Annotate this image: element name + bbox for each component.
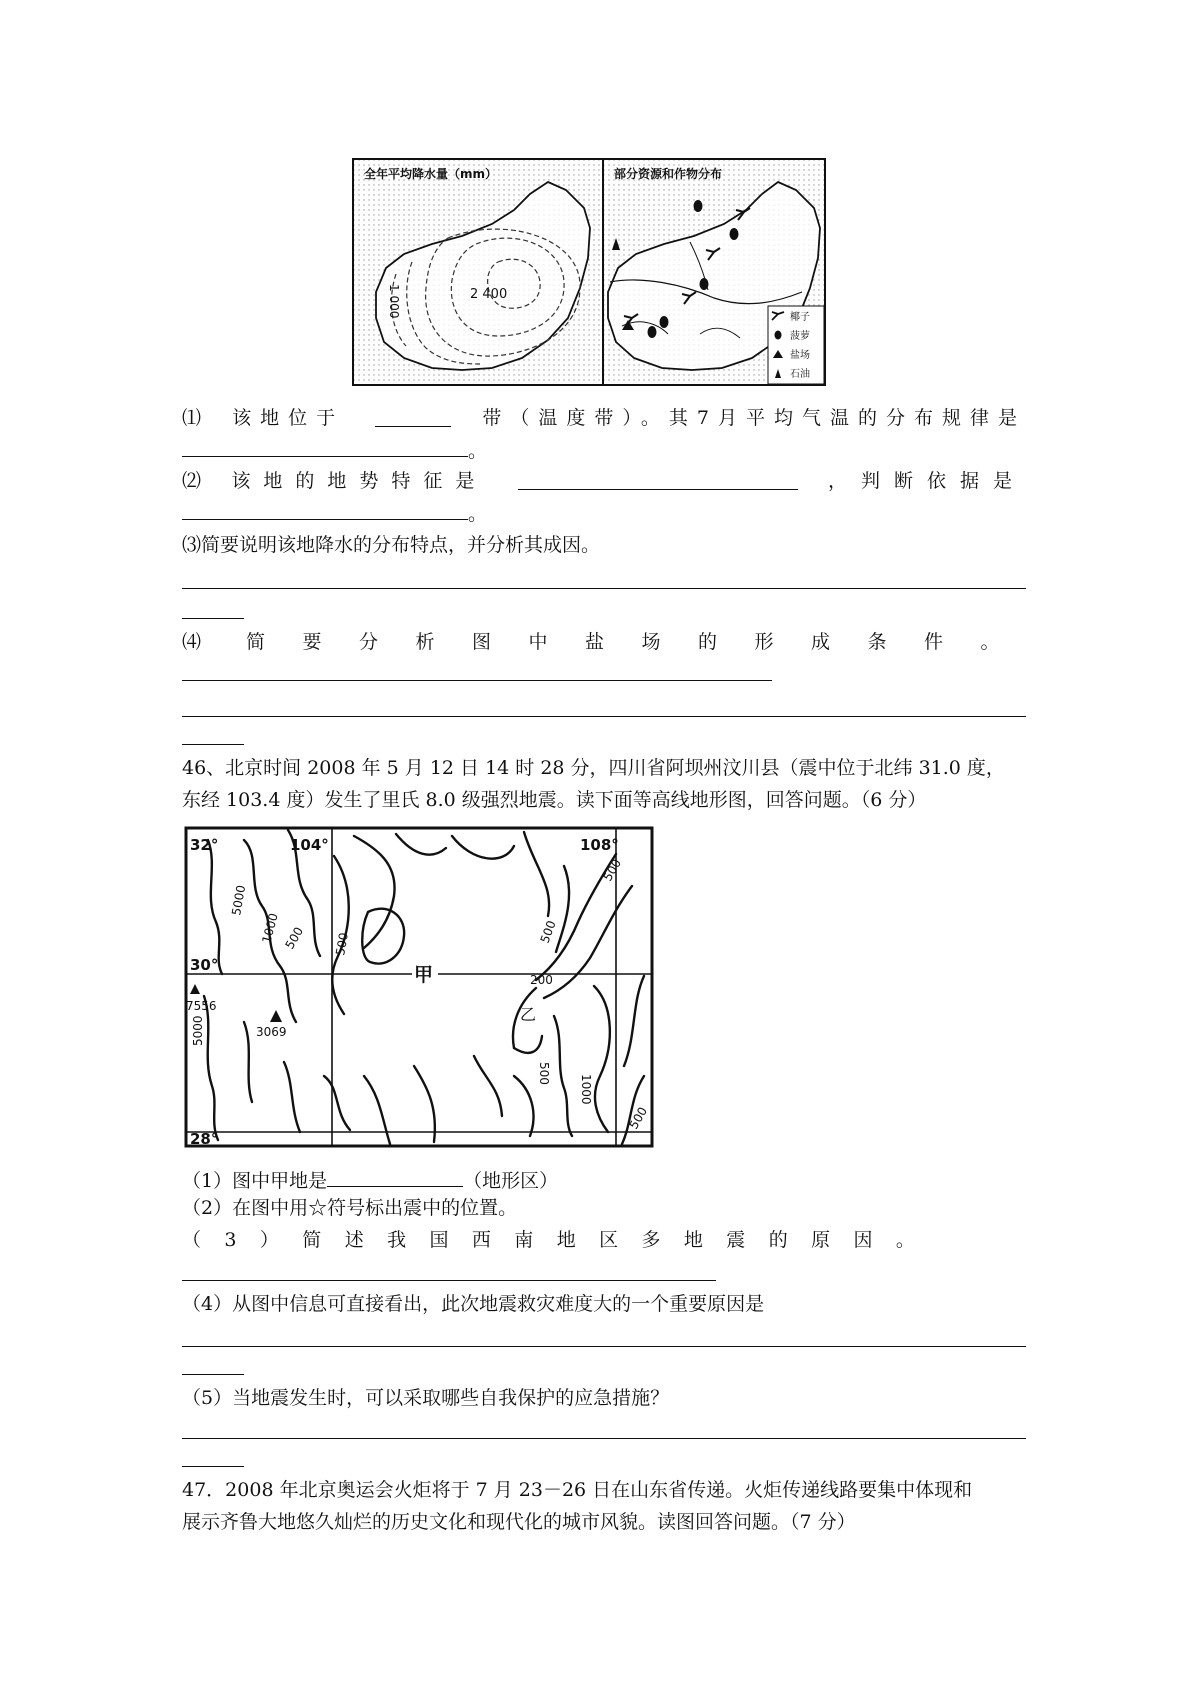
- q45-part2-line2: [182, 497, 1026, 528]
- answer-line[interactable]: [182, 618, 244, 619]
- sichuan-contour-map: [184, 826, 654, 1148]
- lat-label-30: 30°: [190, 956, 219, 974]
- answer-line[interactable]: [182, 716, 1026, 717]
- contour-label: 500: [626, 1104, 651, 1132]
- pineapple-icon: [730, 228, 739, 240]
- contour-label: 1000: [579, 1074, 593, 1105]
- q45-p2-text-b: ，判断依据是: [827, 470, 1026, 492]
- q45-p1-text-b: 带（温度带）。其7月平均气温的分布规律是: [482, 407, 1026, 429]
- q47-line1: 47．2008 年北京奥运会火炬将于 7 月 23－26 日在山东省传递。火炬传递线路要集中体现和: [182, 1479, 973, 1501]
- hainan-map-figure: [352, 158, 826, 386]
- place-label-yi: 乙: [520, 1005, 537, 1024]
- contour-label: 500: [282, 924, 307, 952]
- q45-p2-blank-2[interactable]: [182, 497, 468, 520]
- q45-part1-line: [182, 404, 1026, 432]
- q45-p1-num: ⑴: [182, 407, 202, 429]
- answer-line[interactable]: [182, 588, 1026, 589]
- q45-p1-text-a: 该地位于: [232, 407, 345, 429]
- q45-part2-line: [182, 467, 1026, 495]
- q46-intro-line1: 46、北京时间 2008 年 5 月 12 日 14 时 28 分，四川省阿坝州汶川县（震中位于北纬 31.0 度，: [182, 757, 1005, 779]
- answer-line[interactable]: [182, 744, 244, 745]
- q45-p2-num: ⑵: [182, 470, 202, 492]
- q45-part1-line2: [182, 434, 1026, 465]
- rainfall-label-1000: 1 000: [387, 284, 401, 319]
- legend-label: 菠萝: [790, 331, 810, 342]
- q46-part1-line: [182, 1164, 1026, 1195]
- legend-label: 椰子: [790, 312, 810, 323]
- q46-p1-blank[interactable]: [327, 1164, 463, 1187]
- peak-elevation-label: 3069: [256, 1025, 287, 1039]
- lat-label-28: 28°: [190, 1130, 219, 1148]
- q46-p1-text-b: （地形区）: [463, 1170, 559, 1192]
- q45-p4-num: ⑷: [182, 631, 202, 653]
- q47-line2: 展示齐鲁大地悠久灿烂的历史文化和现代化的城市风貌。读图回答问题。（7 分）: [182, 1511, 856, 1533]
- q46-part3-line: （3）简述我国西南地区多地震的原因。: [182, 1229, 939, 1251]
- rainfall-panel-title: 全年平均降水量（mm）: [364, 167, 498, 181]
- q46-intro-line2: 东经 103.4 度）发生了里氏 8.0 级强烈地震。读下面等高线地形图，回答问题。（6 分）: [182, 789, 927, 811]
- q45-p2-text-a: 该地的地势特征是: [231, 470, 488, 492]
- contour-label: 1000: [259, 911, 281, 945]
- pineapple-icon: [694, 200, 703, 212]
- pineapple-icon: [660, 316, 669, 328]
- resources-panel-title: 部分资源和作物分布: [614, 167, 723, 181]
- lon-label-108: 108°: [580, 836, 619, 854]
- contour-label: 5000: [191, 1015, 205, 1046]
- q46-part4-line: （4）从图中信息可直接看出，此次地震救灾难度大的一个重要原因是: [182, 1293, 765, 1315]
- answer-line[interactable]: [182, 1346, 1026, 1347]
- answer-line[interactable]: [182, 1466, 244, 1467]
- q45-p1-blank-1[interactable]: [375, 404, 451, 427]
- q46-part2-line: （2）在图中用☆符号标出震中的位置。: [182, 1197, 518, 1219]
- q45-p2-blank-1[interactable]: [518, 467, 798, 490]
- rainfall-label-2400: 2 400: [470, 287, 508, 302]
- q45-p2-end: 。: [468, 503, 488, 525]
- pineapple-icon: [648, 326, 657, 338]
- contour-label: 500: [537, 1062, 551, 1085]
- q45-p1-blank-2[interactable]: [182, 434, 468, 457]
- contour-label: 500: [600, 856, 625, 884]
- contour-label: 500: [537, 918, 559, 946]
- q45-p4-text: 简要分析图中盐场的形成条件。: [246, 631, 1038, 653]
- contour-label: 500: [333, 931, 351, 957]
- contour-label: 5000: [229, 884, 249, 917]
- lat-label-32: 32°: [190, 836, 219, 854]
- answer-line[interactable]: [182, 1280, 716, 1281]
- lon-label-104: 104°: [290, 836, 329, 854]
- legend-label: 盐场: [790, 350, 810, 361]
- pineapple-icon: [700, 278, 709, 290]
- place-label-jia: 甲: [414, 964, 434, 986]
- answer-line[interactable]: [182, 1374, 244, 1375]
- answer-line[interactable]: [182, 680, 772, 681]
- q45-p1-end: 。: [468, 440, 488, 462]
- answer-line[interactable]: [182, 1438, 1026, 1439]
- q46-p1-text-a: （1）图中甲地是: [182, 1170, 328, 1192]
- contour-label: 200: [530, 973, 553, 987]
- q45-part3-line: ⑶简要说明该地降水的分布特点，并分析其成因。: [182, 534, 601, 556]
- peak-elevation-label: 7556: [186, 999, 217, 1013]
- q46-part5-line: （5）当地震发生时，可以采取哪些自我保护的应急措施？: [182, 1387, 670, 1409]
- legend-label: 石油: [790, 369, 810, 380]
